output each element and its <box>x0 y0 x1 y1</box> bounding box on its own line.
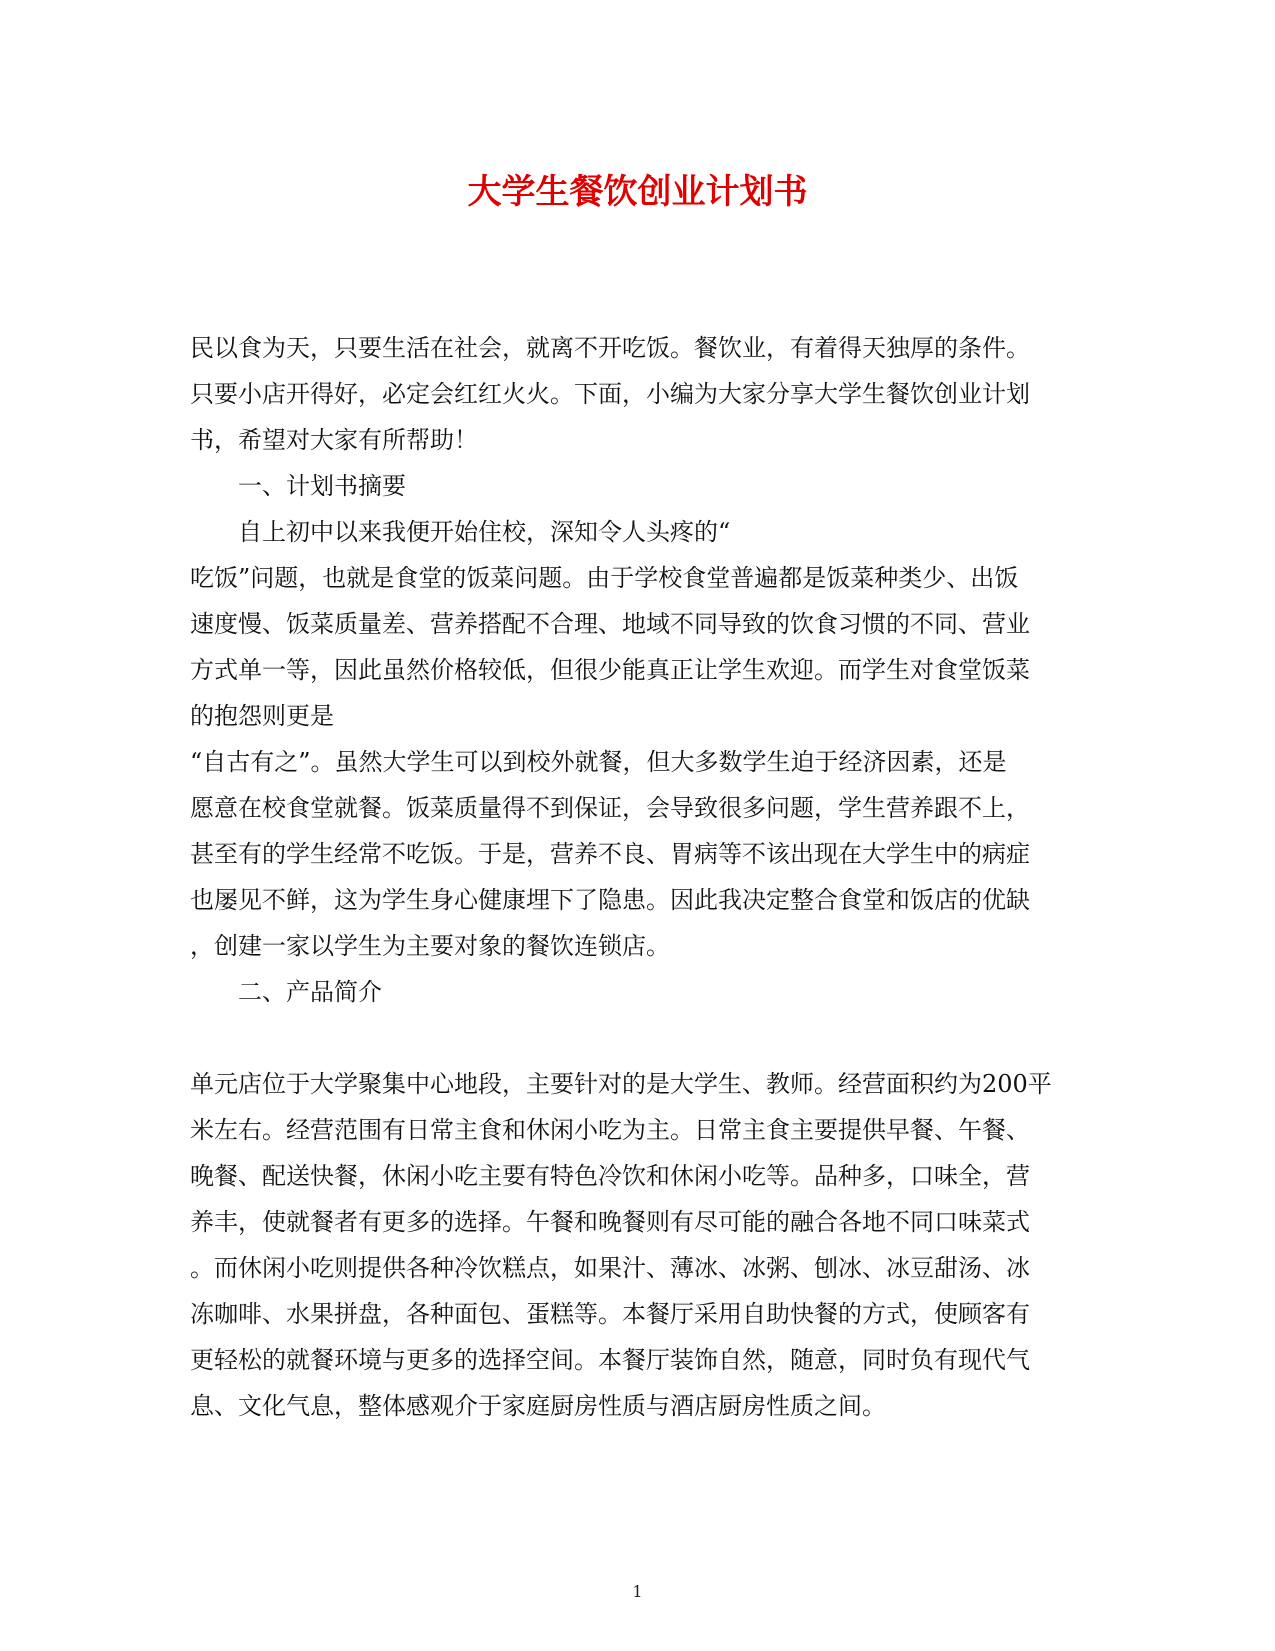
section1-line: 愿意在校食堂就餐。饭菜质量得不到保证，会导致很多问题，学生营养跟不上， <box>190 794 1030 822</box>
intro-line: 只要小店开得好，必定会红红火火。下面，小编为大家分享大学生餐饮创业计划 <box>190 380 1030 408</box>
section1-line: 自上初中以来我便开始住校，深知令人头疼的“ <box>238 518 731 546</box>
section2-line: 息、文化气息，整体感观介于家庭厨房性质与酒店厨房性质之间。 <box>190 1392 886 1420</box>
section1-line: “自古有之”。虽然大学生可以到校外就餐，但大多数学生迫于经济因素，还是 <box>190 748 1007 776</box>
section1-line: 速度慢、饭菜质量差、营养搭配不合理、地域不同导致的饮食习惯的不同、营业 <box>190 610 1030 638</box>
section2-line: 冻咖啡、水果拼盘，各种面包、蛋糕等。本餐厅采用自助快餐的方式，使顾客有 <box>190 1300 1030 1328</box>
section1-line: 甚至有的学生经常不吃饭。于是，营养不良、胃病等不该出现在大学生中的病症 <box>190 840 1030 868</box>
page-number: 1 <box>632 1582 643 1601</box>
section2-line: 单元店位于大学聚集中心地段，主要针对的是大学生、教师。经营面积约为200平 <box>190 1070 1052 1098</box>
section2-line: 晚餐、配送快餐，休闲小吃主要有特色冷饮和休闲小吃等。品种多，口味全，营 <box>190 1162 1030 1190</box>
intro-line: 书，希望对大家有所帮助！ <box>190 426 478 454</box>
paragraph-gap <box>190 1015 1085 1061</box>
section2-line: 养丰，使就餐者有更多的选择。午餐和晚餐则有尽可能的融合各地不同口味菜式 <box>190 1208 1030 1236</box>
intro-line: 民以食为天，只要生活在社会，就离不开吃饭。餐饮业，有着得天独厚的条件。 <box>190 334 1030 362</box>
section-heading-summary: 一、计划书摘要 <box>238 472 406 500</box>
section1-line: 也屡见不鲜，这为学生身心健康埋下了隐患。因此我决定整合食堂和饭店的优缺 <box>190 886 1030 914</box>
section1-line: 的抱怨则更是 <box>190 702 334 730</box>
section-heading-product: 二、产品简介 <box>238 978 382 1006</box>
section2-line: 。而休闲小吃则提供各种冷饮糕点，如果汁、薄冰、冰粥、刨冰、冰豆甜汤、冰 <box>190 1254 1030 1282</box>
section1-line: 吃饭”问题，也就是食堂的饭菜问题。由于学校食堂普遍都是饭菜种类少、出饭 <box>190 564 1019 592</box>
section2-line: 更轻松的就餐环境与更多的选择空间。本餐厅装饰自然，随意，同时负有现代气 <box>190 1346 1030 1374</box>
section1-line: 方式单一等，因此虽然价格较低，但很少能真正让学生欢迎。而学生对食堂饭菜 <box>190 656 1030 684</box>
document-title: 大学生餐饮创业计划书 <box>467 172 808 212</box>
section2-line: 米左右。经营范围有日常主食和休闲小吃为主。日常主食主要提供早餐、午餐、 <box>190 1116 1030 1144</box>
document-body <box>190 325 1085 1429</box>
section1-line: ，创建一家以学生为主要对象的餐饮连锁店。 <box>190 932 670 960</box>
